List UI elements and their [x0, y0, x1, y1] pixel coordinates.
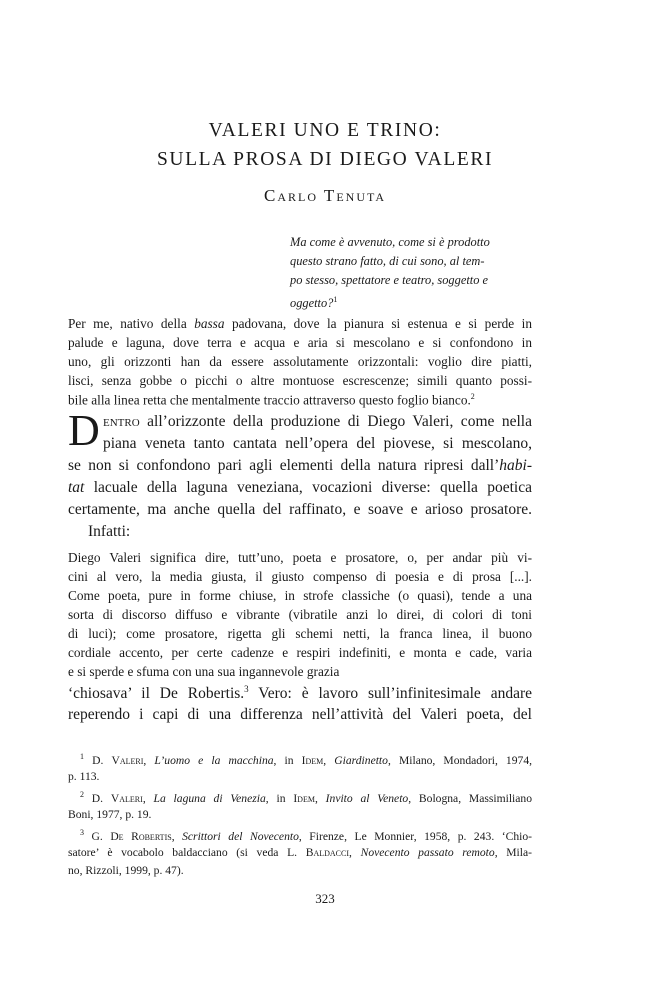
para1-line: uno, gli orizzonti han da essere assolutamente orizzontali: voglio dire piatti, [68, 354, 532, 369]
epigraph-line: Ma come è avvenuto, come si è prodotto [290, 235, 490, 249]
quote-line: Diego Valeri significa dire, tutt’uno, poeta e prosatore, o, per andar più vi- [68, 550, 532, 565]
footnote-2-cont: Boni, 1977, p. 19. [68, 808, 152, 821]
para1-line: Per me, nativo della bassa padovana, dove la pianura si estenua e si perde in [68, 316, 532, 331]
small-caps-word: entro [103, 413, 140, 430]
page-number: 323 [315, 891, 335, 906]
epigraph-line: questo strano fatto, di cui sono, al tem- [290, 254, 485, 268]
article-title-line-2: SULLA PROSA DI DIEGO VALERI [156, 149, 494, 170]
epigraph [290, 233, 536, 313]
quote-line: e si sperde e sfuma con una sua ingannevole grazia [68, 664, 340, 679]
para2-line: tat lacuale della laguna veneziana, vocazioni diverse: quella poetica [68, 479, 532, 496]
para2-line: certamente, ma anche quella del raffinato, e soave e arioso prosatore. [68, 501, 532, 518]
para2-line: entro all’orizzonte della produzione di Diego Valeri, come nella [103, 413, 532, 430]
para2-line: piana veneta tanto cantata nell’opera del piovese, si mescolano, [103, 435, 532, 452]
footnote-2: $^2$ D. Valeri, La laguna di Venezia, in Idem, Invito al Veneto, Bologna, Massimiliano [80, 790, 533, 805]
para3-line: ‘chiosava’ il De Robertis.$^3$ Vero: è lavoro sull’infinitesimale andare [68, 684, 532, 703]
para1-line: lisci, senza gobbe o picchi o altre montuose escrescenze; simili quanto possi- [68, 373, 532, 388]
quote-line: di luci); come prosatore, rigetta gli schemi netti, la franca linea, il buono [68, 626, 532, 641]
footnote-ref-1[interactable]: 1 [333, 295, 338, 304]
epigraph-line: po stesso, spettatore e teatro, soggetto e [290, 273, 488, 287]
para3-line: reperendo i capi di una differenza nell’attività del Valeri poeta, del [68, 706, 532, 723]
para2-line: se non si confondono pari agli elementi della natura ripresi dall’habi- [68, 457, 532, 474]
footnote-ref-2[interactable]: 2 [470, 392, 475, 401]
quote-line: cordiale accento, per certe cadenze e respiri indefiniti, e monta e cade, varia [68, 645, 532, 660]
footnote-1-cont: p. 113. [68, 770, 100, 783]
epigraph-line: oggetto? [290, 296, 334, 311]
para2-line: Infatti: [88, 523, 131, 540]
footnote-1: $^1$ D. Valeri, L’uomo e la macchina, in Idem, Giardinetto, Milano, Mondadori, 1974, [80, 752, 533, 767]
footnote-3: $^3$ G. De Robertis, Scrittori del Novecento, Firenze, Le Monnier, 1958, p. 243. ‘Chio- [80, 828, 533, 843]
drop-cap: D [68, 406, 100, 455]
footnote-3-cont: satore’ è vocabolo baldacciano (si veda L. Baldacci, Novecento passato remoto, Mila- [68, 846, 532, 859]
para1-line: palude e laguna, dove terra e acqua e aria si mescolano e si confondono in [68, 335, 532, 350]
quote-line: Come poeta, pure in forme chiuse, in strofe classiche (o quasi), tende a una [68, 588, 532, 603]
italic-term: bassa [194, 316, 225, 331]
quote-line: cini al vero, la media giusta, il giusto compenso di poesia e di prosa [...]. [68, 569, 532, 584]
para1-line: bile alla linea retta che mentalmente traccio attraverso questo foglio bianco.$^2$ [68, 392, 475, 408]
quote-line: sorta di discorso diffuso e vibrante (vibratile anzi lo direi, di colori di toni [68, 607, 532, 622]
footnote-3-cont: no, Rizzoli, 1999, p. 47). [68, 864, 184, 877]
article-title-line-1: VALERI UNO E TRINO: [208, 120, 442, 141]
author-name: Carlo Tenuta [263, 186, 387, 205]
footnote-ref-3[interactable]: 3 [244, 684, 249, 694]
